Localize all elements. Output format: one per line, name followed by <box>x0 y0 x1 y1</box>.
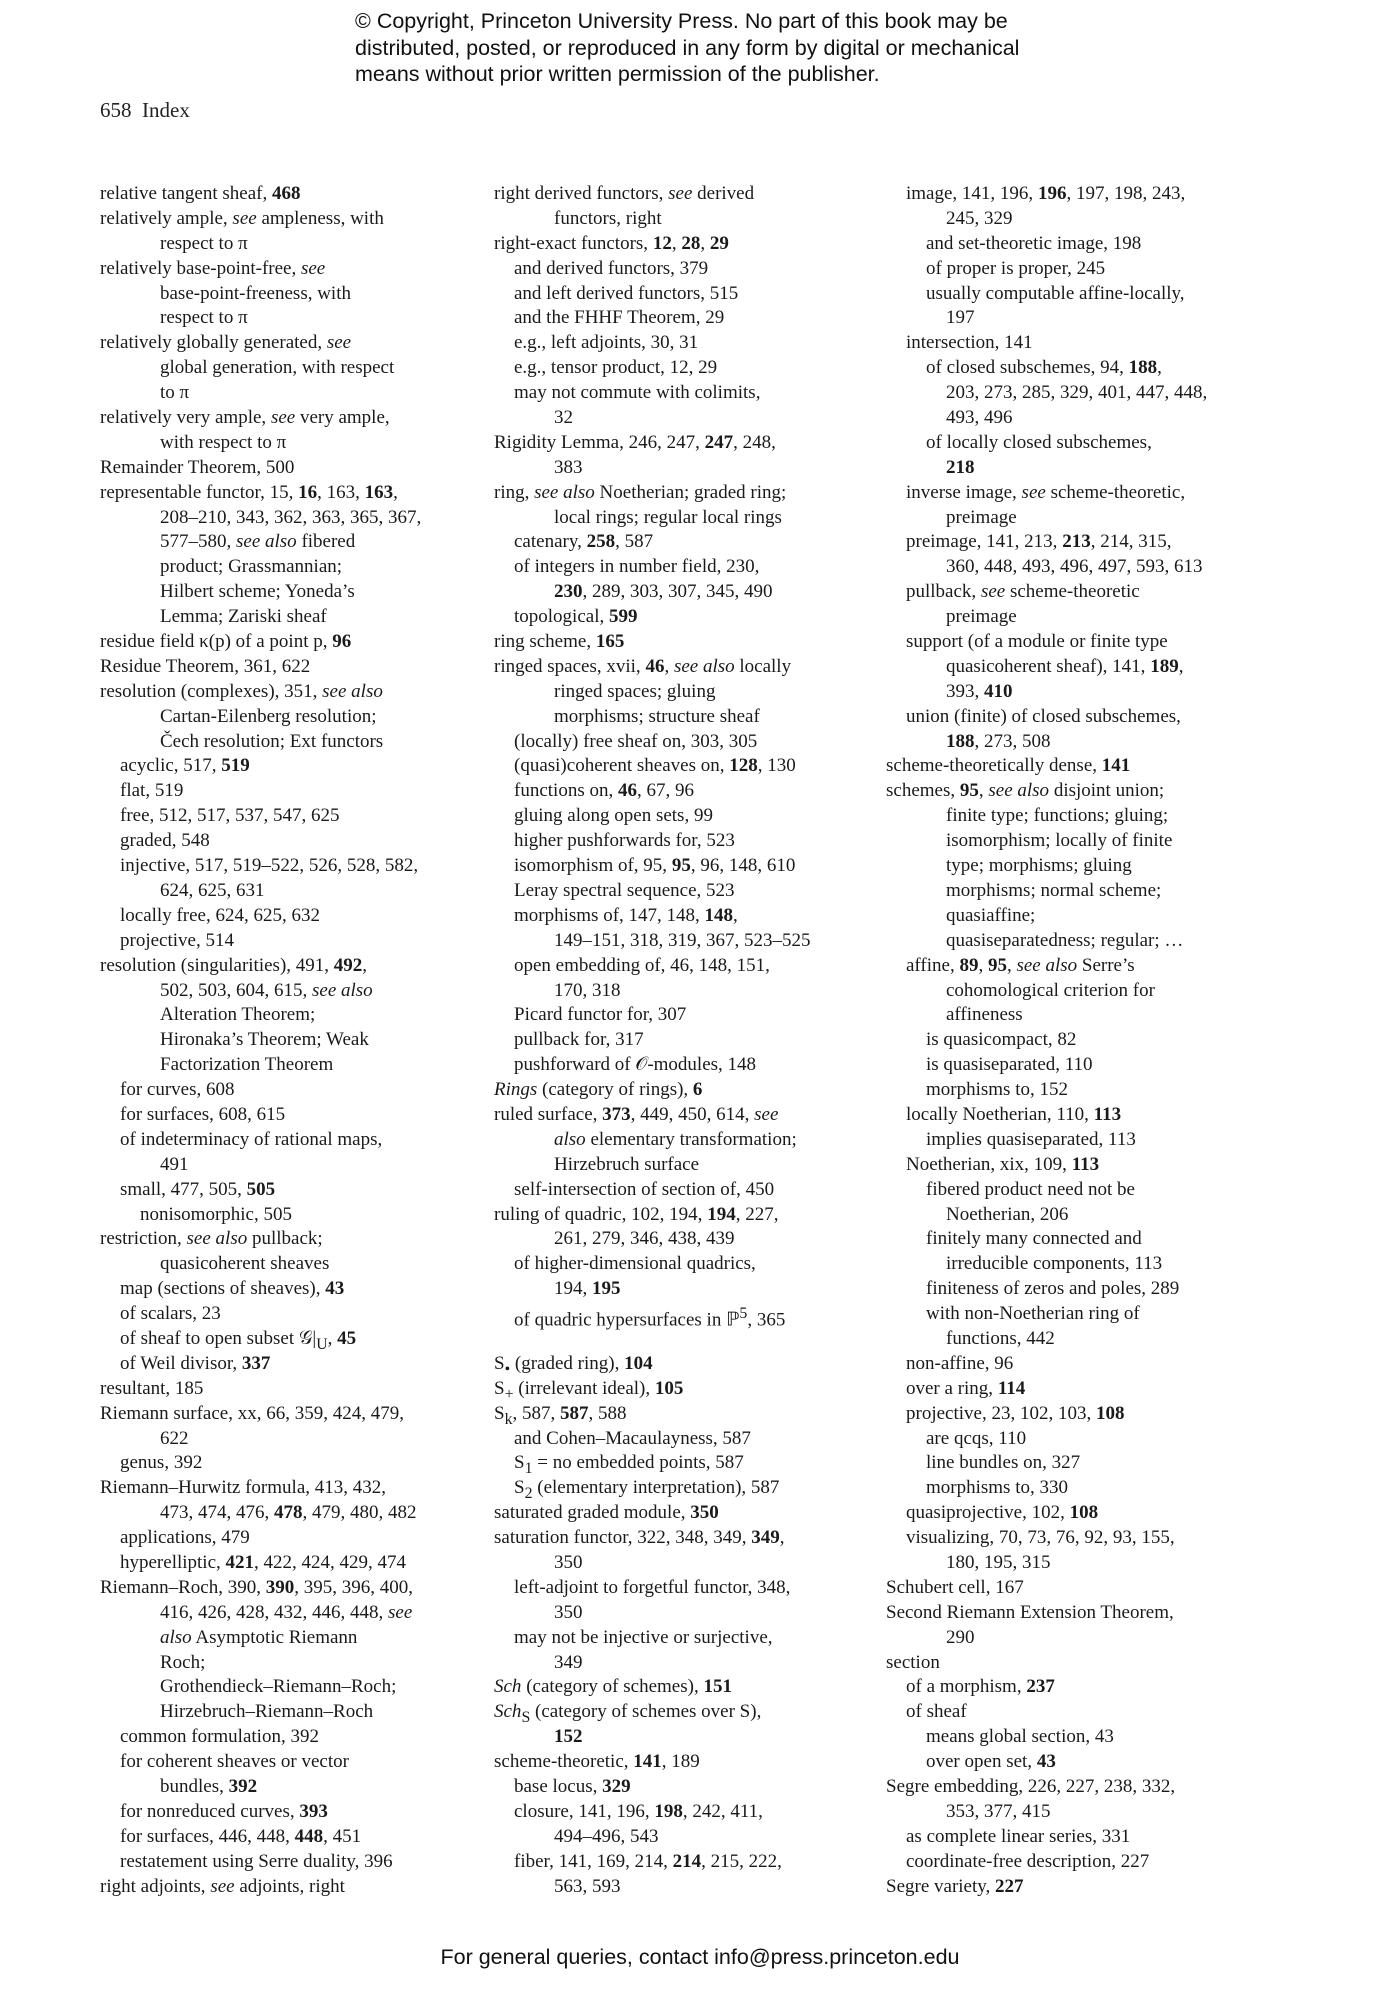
index-subentry: inverse image, see scheme-theoretic, <box>906 481 1186 503</box>
index-entry-continuation: functors, right <box>554 207 662 229</box>
index-subentry: locally free, 624, 625, 632 <box>120 904 320 926</box>
page-number: 658 <box>100 98 132 122</box>
index-entry: relatively base-point-free, see <box>100 257 326 279</box>
index-subentry: of closed subschemes, 94, 188, <box>926 357 1162 379</box>
index-subentry: (locally) free sheaf on, 303, 305 <box>514 730 758 752</box>
copyright-line-1: © Copyright, Princeton University Press. No part of this book may be <box>355 9 1008 33</box>
index-subentry: free, 512, 517, 537, 547, 625 <box>120 805 340 827</box>
index-subentry: pushforward of 𝒪-modules, 148 <box>514 1054 757 1076</box>
index-entry-continuation: 188, 273, 508 <box>946 730 1051 752</box>
index-subentry: gluing along open sets, 99 <box>514 805 713 827</box>
index-subentry: topological, 599 <box>514 606 638 628</box>
index-entry-continuation: preimage <box>946 606 1017 628</box>
index-subentry: closure, 141, 196, 198, 242, 411, <box>514 1800 763 1822</box>
index-subentry: coordinate-free description, 227 <box>906 1850 1150 1872</box>
index-subentry: graded, 548 <box>120 830 210 852</box>
index-entry: saturation functor, 322, 348, 349, 349, <box>494 1527 785 1549</box>
index-entry-continuation: 180, 195, 315 <box>946 1551 1051 1573</box>
index-entry-continuation: also elementary transformation; <box>554 1128 797 1150</box>
index-entry-continuation: also Asymptotic Riemann <box>160 1626 358 1648</box>
index-subentry: affine, 89, 95, see also Serre’s <box>906 954 1135 976</box>
index-subentry: higher pushforwards for, 523 <box>514 830 735 852</box>
index-subentry: of scalars, 23 <box>120 1303 221 1325</box>
copyright-line-3: means without prior written permission of the publisher. <box>355 62 880 86</box>
index-entry: Residue Theorem, 361, 622 <box>100 655 311 677</box>
index-entry-continuation: 245, 329 <box>946 207 1013 229</box>
index-entry-continuation: 624, 625, 631 <box>160 879 265 901</box>
index-subentry: pullback, see scheme-theoretic <box>906 581 1140 603</box>
index-entry-continuation: local rings; regular local rings <box>554 506 782 528</box>
index-entry-continuation: ringed spaces; gluing <box>554 680 716 702</box>
index-entry-continuation: 360, 448, 493, 496, 497, 593, 613 <box>946 556 1203 578</box>
index-subentry: fibered product need not be <box>926 1178 1135 1200</box>
index-subentry: of a morphism, 237 <box>906 1676 1055 1698</box>
page-title: Index <box>142 98 190 122</box>
index-subentry: and left derived functors, 515 <box>514 282 739 304</box>
index-entry-continuation: 473, 474, 476, 478, 479, 480, 482 <box>160 1502 417 1524</box>
index-entry-continuation: preimage <box>946 506 1017 528</box>
index-subentry: of quadric hypersurfaces in ℙ$^5$, 365 <box>514 1305 786 1331</box>
index-subentry: usually computable affine-locally, <box>926 282 1185 304</box>
index-entry-continuation: 197 <box>946 307 975 329</box>
index-entry: Riemann–Hurwitz formula, 413, 432, <box>100 1477 387 1499</box>
index-subentry: nonisomorphic, 505 <box>140 1203 292 1225</box>
index-column-middle <box>494 182 866 1899</box>
index-subentry: e.g., left adjoints, 30, 31 <box>514 332 699 354</box>
index-entry-continuation: 383 <box>554 456 583 478</box>
index-entry-continuation: Roch; <box>160 1651 206 1673</box>
index-entry: ring scheme, 165 <box>494 631 625 653</box>
index-subentry: non-affine, 96 <box>906 1352 1014 1374</box>
index-entry-continuation: quasiaffine; <box>946 904 1036 926</box>
index-subentry: Noetherian, xix, 109, 113 <box>906 1153 1100 1175</box>
index-subentry: open embedding of, 46, 148, 151, <box>514 954 770 976</box>
index-entry: scheme-theoretically dense, 141 <box>886 755 1131 777</box>
index-entry-continuation: Cartan-Eilenberg resolution; <box>160 705 377 727</box>
index-entry: relative tangent sheaf, 468 <box>100 183 301 204</box>
index-entry: Sch$_S$ (category of schemes over S), <box>494 1701 762 1727</box>
index-entry-continuation: Hilbert scheme; Yoneda’s <box>160 581 355 603</box>
index-subentry: pullback for, 317 <box>514 1029 644 1051</box>
copyright-line-2: distributed, posted, or reproduced in any form by digital or mechanical <box>355 35 1020 60</box>
index-entry-continuation: functions, 442 <box>946 1327 1055 1349</box>
index-entry-continuation: Hirzebruch–Riemann–Roch <box>160 1701 374 1723</box>
index-entry: resolution (complexes), 351, see also <box>100 680 383 702</box>
index-entry-continuation: morphisms; normal scheme; <box>946 879 1162 901</box>
index-entry-continuation: quasicoherent sheaves <box>160 1253 330 1275</box>
index-subentry: and Cohen–Macaulayness, 587 <box>514 1427 751 1449</box>
index-subentry: catenary, 258, 587 <box>514 531 654 553</box>
index-entry: ruling of quadric, 102, 194, 194, 227, <box>494 1203 779 1225</box>
copyright-notice <box>355 8 1115 88</box>
index-subentry: of proper is proper, 245 <box>926 257 1106 279</box>
index-subentry: for surfaces, 608, 615 <box>120 1103 286 1125</box>
index-subentry: of Weil divisor, 337 <box>120 1352 271 1374</box>
index-subentry: and the FHHF Theorem, 29 <box>514 307 725 329</box>
index-subentry: genus, 392 <box>120 1452 203 1474</box>
index-subentry: means global section, 43 <box>926 1726 1114 1748</box>
index-subentry: small, 477, 505, 505 <box>120 1178 276 1200</box>
index-entry: residue field κ(p) of a point p, 96 <box>100 631 352 653</box>
index-entry-continuation: respect to π <box>160 232 248 254</box>
index-entry: Sch (category of schemes), 151 <box>494 1676 732 1698</box>
index-entry-continuation: 218 <box>946 456 975 478</box>
index-subentry: may not commute with colimits, <box>514 382 761 404</box>
index-entry-continuation: 290 <box>946 1626 975 1648</box>
index-entry: restriction, see also pullback; <box>100 1228 323 1250</box>
index-subentry: finiteness of zeros and poles, 289 <box>926 1278 1180 1300</box>
index-subentry: for nonreduced curves, 393 <box>120 1800 328 1822</box>
index-subentry: over open set, 43 <box>926 1751 1056 1773</box>
index-subentry: quasiprojective, 102, 108 <box>906 1502 1099 1524</box>
index-entry: Riemann–Roch, 390, 390, 395, 396, 400, <box>100 1576 413 1598</box>
index-subentry: are qcqs, 110 <box>926 1427 1027 1449</box>
index-entry: section <box>886 1651 940 1673</box>
index-entry-continuation: irreducible components, 113 <box>946 1253 1163 1275</box>
index-entry-continuation: 491 <box>160 1153 189 1175</box>
index-entry: $S_k$, 587, 587, 588 <box>494 1402 627 1428</box>
index-entry-continuation: 502, 503, 604, 615, see also <box>160 979 373 1001</box>
index-subentry: injective, 517, 519–522, 526, 528, 582, <box>120 855 419 877</box>
index-subentry: Leray spectral sequence, 523 <box>514 879 735 901</box>
index-subentry: (quasi)coherent sheaves on, 128, 130 <box>514 755 796 777</box>
index-subentry: with non-Noetherian ring of <box>926 1303 1140 1325</box>
index-subentry: and derived functors, 379 <box>514 257 709 279</box>
index-subentry: restatement using Serre duality, 396 <box>120 1850 393 1872</box>
index-entry: Riemann surface, xx, 66, 359, 424, 479, <box>100 1402 404 1424</box>
index-subentry: locally Noetherian, 110, 113 <box>906 1103 1122 1125</box>
index-entry-continuation: Lemma; Zariski sheaf <box>160 606 327 628</box>
index-entry-continuation: 149–151, 318, 319, 367, 523–525 <box>554 929 811 951</box>
index-entry-continuation: 563, 593 <box>554 1875 621 1897</box>
index-subentry: common formulation, 392 <box>120 1726 319 1748</box>
index-subentry: map (sections of sheaves), 43 <box>120 1278 345 1300</box>
index-subentry: projective, 514 <box>120 929 234 951</box>
index-entry: ruled surface, 373, 449, 450, 614, see <box>494 1103 779 1125</box>
index-entry-continuation: 261, 279, 346, 438, 439 <box>554 1228 735 1250</box>
index-entry-continuation: Noetherian, 206 <box>946 1203 1069 1225</box>
running-header <box>100 98 190 123</box>
index-subentry: as complete linear series, 331 <box>906 1825 1131 1847</box>
index-entry-continuation: 393, 410 <box>946 680 1013 702</box>
index-subentry: preimage, 141, 213, 213, 214, 315, <box>906 531 1172 553</box>
index-subentry: for coherent sheaves or vector <box>120 1751 349 1773</box>
index-subentry: fiber, 141, 169, 214, 214, 215, 222, <box>514 1850 782 1872</box>
index-subentry: line bundles on, 327 <box>926 1452 1081 1474</box>
index-entry: Schubert cell, 167 <box>886 1576 1024 1598</box>
index-entry-continuation: 416, 426, 428, 432, 446, 448, see <box>160 1601 413 1623</box>
index-entry-continuation: type; morphisms; gluing <box>946 855 1132 877</box>
index-entry: representable functor, 15, 16, 163, 163, <box>100 481 398 503</box>
index-subentry: for surfaces, 446, 448, 448, 451 <box>120 1825 362 1847</box>
index-entry-continuation: finite type; functions; gluing; <box>946 805 1169 827</box>
footer-contact: For general queries, contact info@press.princeton.edu <box>440 1945 960 1969</box>
index-subentry: left-adjoint to forgetful functor, 348, <box>514 1576 791 1598</box>
index-entry: scheme-theoretic, 141, 189 <box>494 1751 700 1773</box>
index-entry: relatively ample, see ampleness, with <box>100 207 384 229</box>
index-column-left <box>100 182 475 1899</box>
index-subentry: Picard functor for, 307 <box>514 1004 687 1026</box>
index-entry-continuation: 577–580, see also fibered <box>160 531 356 553</box>
index-entry-continuation: Čech resolution; Ext functors <box>160 730 384 752</box>
index-subentry: of indeterminacy of rational maps, <box>120 1128 383 1150</box>
index-subentry: e.g., tensor product, 12, 29 <box>514 357 718 379</box>
index-entry: right-exact functors, 12, 28, 29 <box>494 232 729 254</box>
index-subentry: projective, 23, 102, 103, 108 <box>906 1402 1125 1424</box>
index-entry-continuation: 622 <box>160 1427 189 1449</box>
index-entry-continuation: morphisms; structure sheaf <box>554 705 760 727</box>
index-subentry: base locus, 329 <box>514 1776 631 1797</box>
index-entry: resolution (singularities), 491, 492, <box>100 954 368 976</box>
index-subentry: flat, 519 <box>120 780 184 802</box>
index-entry-continuation: 493, 496 <box>946 407 1013 429</box>
index-subentry: applications, 479 <box>120 1527 250 1549</box>
index-subentry: visualizing, 70, 73, 76, 92, 93, 155, <box>906 1527 1175 1549</box>
index-subentry: functions on, 46, 67, 96 <box>514 780 694 802</box>
index-subentry: $S_2$ (elementary interpretation), 587 <box>514 1477 780 1503</box>
index-entry-continuation: Hironaka’s Theorem; Weak <box>160 1029 369 1051</box>
index-entry-continuation: 208–210, 343, 362, 363, 365, 367, <box>160 506 422 528</box>
index-entry-continuation: Alteration Theorem; <box>160 1004 316 1026</box>
index-subentry: image, 141, 196, 196, 197, 198, 243, <box>906 183 1186 204</box>
index-entry-continuation: 194, 195 <box>554 1278 621 1300</box>
index-entry: ring, see also Noetherian; graded ring; <box>494 481 787 503</box>
index-entry-continuation: bundles, 392 <box>160 1776 258 1797</box>
index-entry-continuation: with respect to π <box>160 431 287 453</box>
index-entry-continuation: 350 <box>554 1601 583 1623</box>
index-entry-continuation: to π <box>160 382 190 404</box>
index-entry-continuation: 32 <box>554 407 573 429</box>
index-entry: saturated graded module, 350 <box>494 1502 719 1524</box>
index-subentry: of sheaf to open subset $𝒢|_U$, 45 <box>120 1327 357 1353</box>
index-entry: relatively very ample, see very ample, <box>100 407 390 429</box>
index-entry-continuation: 203, 273, 285, 329, 401, 447, 448, <box>946 382 1208 404</box>
index-entry-continuation: Grothendieck–Riemann–Roch; <box>160 1676 397 1698</box>
index-entry: resultant, 185 <box>100 1377 204 1399</box>
index-entry-continuation: 230, 289, 303, 307, 345, 490 <box>554 581 773 603</box>
index-subentry: morphisms to, 330 <box>926 1477 1068 1499</box>
index-subentry: is quasicompact, 82 <box>926 1029 1077 1051</box>
index-subentry: of sheaf <box>906 1701 967 1723</box>
index-entry-continuation: isomorphism; locally of finite <box>946 830 1173 852</box>
index-entry-continuation: affineness <box>946 1004 1023 1026</box>
index-entry: Rings (category of rings), 6 <box>494 1079 703 1101</box>
index-subentry: hyperelliptic, 421, 422, 424, 429, 474 <box>120 1551 407 1573</box>
index-entry-continuation: cohomological criterion for <box>946 979 1155 1001</box>
index-subentry: is quasiseparated, 110 <box>926 1054 1093 1076</box>
index-subentry: self-intersection of section of, 450 <box>514 1178 775 1200</box>
index-entry-continuation: 353, 377, 415 <box>946 1800 1051 1822</box>
index-subentry: intersection, 141 <box>906 332 1033 354</box>
index-entry-continuation: quasiseparatedness; regular; … <box>946 929 1184 951</box>
index-entry: relatively globally generated, see <box>100 332 352 354</box>
index-entry-continuation: quasicoherent sheaf), 141, 189, <box>946 655 1184 677</box>
index-subentry: $S_1$ = no embedded points, 587 <box>514 1452 744 1478</box>
index-subentry: support (of a module or finite type <box>906 631 1168 653</box>
index-entry-continuation: base-point-freeness, with <box>160 282 351 304</box>
index-entry: Remainder Theorem, 500 <box>100 456 295 478</box>
index-subentry: implies quasiseparated, 113 <box>926 1128 1136 1150</box>
index-subentry: finitely many connected and <box>926 1228 1142 1250</box>
index-entry: Segre variety, 227 <box>886 1875 1024 1897</box>
index-entry: Second Riemann Extension Theorem, <box>886 1601 1174 1623</box>
index-entry: right derived functors, see derived <box>494 183 755 204</box>
index-subentry: and set-theoretic image, 198 <box>926 232 1142 254</box>
index-entry: $S_+$ (irrelevant ideal), 105 <box>494 1377 684 1403</box>
index-entry-continuation: product; Grassmannian; <box>160 556 343 578</box>
index-entry-continuation: 152 <box>554 1726 583 1748</box>
index-subentry: of locally closed subschemes, <box>926 431 1152 453</box>
index-subentry: over a ring, 114 <box>906 1377 1026 1399</box>
index-subentry: union (finite) of closed subschemes, <box>906 705 1181 727</box>
index-entry: right adjoints, see adjoints, right <box>100 1875 345 1897</box>
index-subentry: may not be injective or surjective, <box>514 1626 773 1648</box>
index-entry-continuation: Factorization Theorem <box>160 1054 334 1076</box>
index-entry: $S_•$ (graded ring), 104 <box>494 1352 653 1378</box>
index-entry-continuation: Hirzebruch surface <box>554 1153 700 1175</box>
index-entry-continuation: 349 <box>554 1651 583 1673</box>
index-subentry: of higher-dimensional quadrics, <box>514 1253 756 1275</box>
index-subentry: isomorphism of, 95, 95, 96, 148, 610 <box>514 855 796 877</box>
index-entry-continuation: 494–496, 543 <box>554 1825 659 1847</box>
index-entry-continuation: 350 <box>554 1551 583 1573</box>
index-entry: ringed spaces, xvii, 46, see also locally <box>494 655 792 677</box>
index-entry: Rigidity Lemma, 246, 247, 247, 248, <box>494 431 776 453</box>
index-subentry: acyclic, 517, 519 <box>120 755 250 777</box>
index-section-gap <box>494 1327 866 1352</box>
index-subentry: morphisms of, 147, 148, 148, <box>514 904 738 926</box>
index-subentry: of integers in number field, 230, <box>514 556 760 578</box>
index-subentry: for curves, 608 <box>120 1079 235 1101</box>
index-entry-continuation: 170, 318 <box>554 979 621 1001</box>
index-entry-continuation: global generation, with respect <box>160 357 395 379</box>
index-entry: Segre embedding, 226, 227, 238, 332, <box>886 1776 1176 1797</box>
index-entry-continuation: respect to π <box>160 307 248 329</box>
index-entry: schemes, 95, see also disjoint union; <box>886 780 1165 802</box>
index-column-right <box>886 182 1281 1899</box>
index-subentry: morphisms to, 152 <box>926 1079 1068 1101</box>
